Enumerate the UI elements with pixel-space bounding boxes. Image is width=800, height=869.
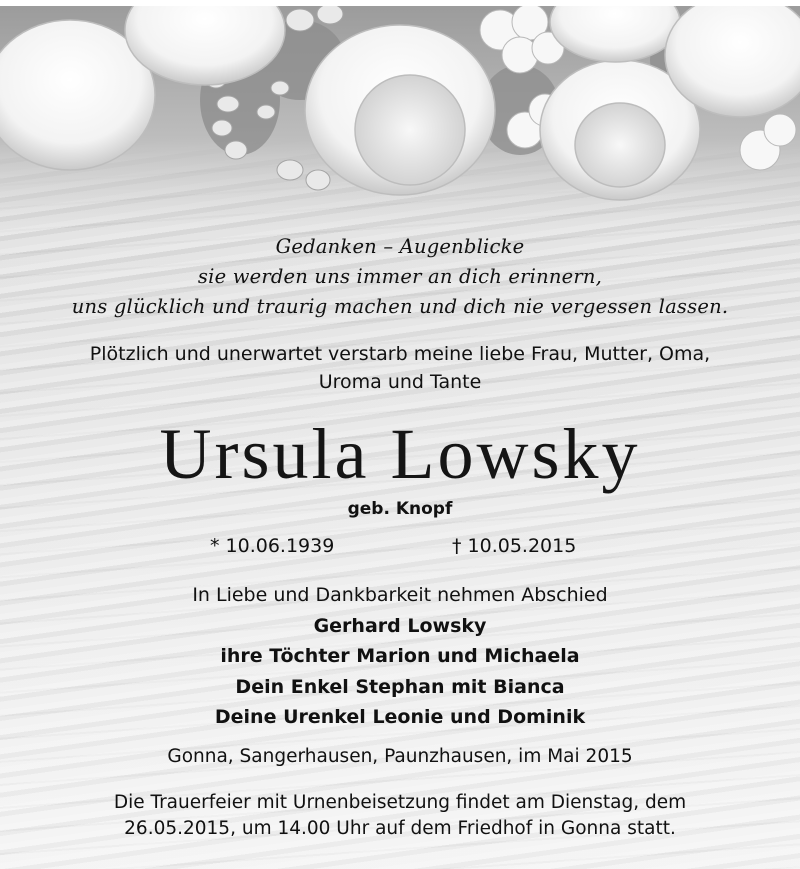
- mourner-name: ihre Töchter Marion und Michaela: [220, 645, 580, 667]
- poem-line: sie werden uns immer an dich erinnern,: [197, 265, 603, 288]
- flower-header-image: [0, 0, 800, 230]
- death-announcement: [0, 340, 800, 396]
- funeral-info-line: 26.05.2015, um 14.00 Uhr auf dem Friedhof in Gonna statt.: [124, 818, 676, 839]
- funeral-info-line: Die Trauerfeier mit Urnenbeisetzung findet am Dienstag, dem: [113, 792, 687, 813]
- funeral-info: [0, 790, 800, 842]
- life-dates: [0, 535, 800, 561]
- mourner-name: Deine Urenkel Leonie und Dominik: [214, 706, 586, 728]
- mourners-block: [0, 580, 800, 733]
- announcement-line: Uroma und Tante: [318, 371, 482, 393]
- place-and-date: Gonna, Sangerhausen, Paunzhausen, im Mai 2015: [167, 746, 633, 767]
- mourner-name: Dein Enkel Stephan mit Bianca: [235, 675, 565, 698]
- poem-line: Gedanken – Augenblicke: [275, 235, 525, 258]
- mourners-intro: In Liebe und Dankbarkeit nehmen Abschied: [192, 584, 608, 606]
- mourner-name: Gerhard Lowsky: [313, 614, 487, 637]
- announcement-line: Plötzlich und unerwartet verstarb meine liebe Frau, Mutter, Oma,: [89, 343, 711, 365]
- deceased-name: Ursula Lowsky: [159, 414, 641, 494]
- poem: [0, 232, 800, 322]
- poem-line: uns glücklich und traurig machen und dich nie vergessen lassen.: [71, 295, 729, 318]
- birth-name: geb. Knopf: [347, 499, 453, 519]
- birth-date: * 10.06.1939: [210, 535, 335, 557]
- death-date: † 10.05.2015: [452, 535, 577, 557]
